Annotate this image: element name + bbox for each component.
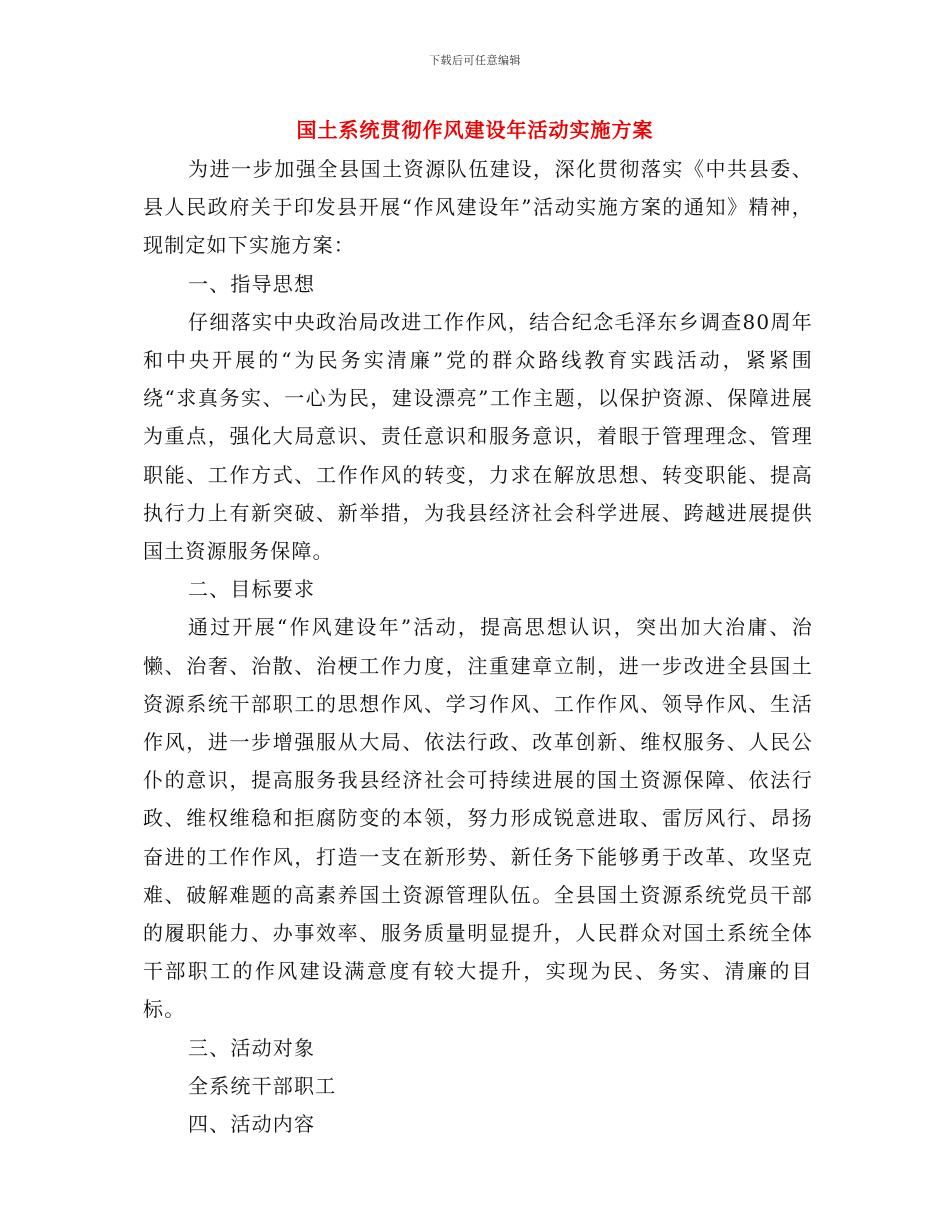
- paragraph-participants: 全系统干部职工: [188, 1073, 337, 1098]
- section-heading-participants: 三、活动对象: [188, 1035, 316, 1060]
- section-heading-activity-content: 四、活动内容: [188, 1112, 316, 1137]
- paragraph-intro: 为进一步加强全县国土资源队伍建设，深化贯彻落实《中共县委、县人民政府关于印发县开展“作风建设年”活动实施方案的通知》精神，现制定如下实施方案：: [143, 157, 813, 258]
- section-heading-guiding-ideology: 一、指导思想: [188, 271, 316, 296]
- section-heading-goals: 二、目标要求: [188, 577, 316, 602]
- paragraph-guiding-ideology: 仔细落实中央政治局改进工作作风，结合纪念毛泽东乡调查80周年和中央开展的“为民务实清廉”党的群众路线教育实践活动，紧紧围绕“求真务实、一心为民，建设漂亮”工作主题，以保护资源、保障进展为重点，强化大局意识、责任意识和服务意识，着眼于管理理念、管理职能、工作方式、工作作风的转变，力求在解放思想、转变职能、提高执行力上有新突破、新举措，为我县经济社会科学进展、跨越进展提供国土资源服务保障。: [143, 309, 813, 564]
- document-title: 国土系统贯彻作风建设年活动实施方案: [296, 118, 654, 142]
- document-body: [143, 150, 813, 1143]
- page-header-note: 下载后可任意编辑: [429, 54, 521, 67]
- paragraph-goals: 通过开展“作风建设年”活动，提高思想认识，突出加大治庸、治懒、治奢、治散、治梗工作力度，注重建章立制，进一步改进全县国土资源系统干部职工的思想作风、学习作风、工作作风、领导作风、生活作风，进一步增强服从大局、依法行政、改革创新、维权服务、人民公仆的意识，提高服务我县经济社会可持续进展的国土资源保障、依法行政、维权维稳和拒腐防变的本领，努力形成锐意进取、雷厉风行、昂扬奋进的工作作风，打造一支在新形势、新任务下能够勇于改革、攻坚克难、破解难题的高素养国土资源管理队伍。全县国土资源系统党员干部的履职能力、办事效率、服务质量明显提升，人民群众对国土系统全体干部职工的作风建设满意度有较大提升，实现为民、务实、清廉的目标。: [143, 615, 813, 1022]
